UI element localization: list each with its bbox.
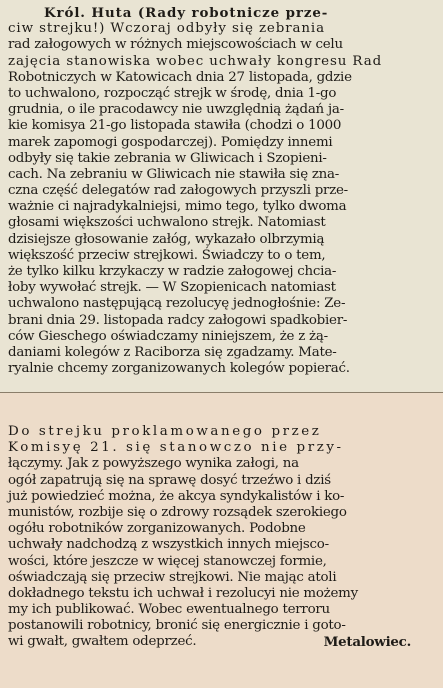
text-line: ważnie ci najradykalniejsi, mimo tego, tylko dwoma [8,199,347,215]
text-line: ogółu robotników zorganizowanych. Podobne [8,521,306,537]
text-line: Do strejku proklamowanego przez [8,424,322,439]
text-line: uchwały nadchodzą z wszystkich innych miejsco- [8,537,329,553]
text-line: ciw strejku!) Wczoraj odbyły się zebrania [8,21,325,37]
text-line: postanowili robotnicy, bronić się energicznie i goto- [8,618,346,634]
text-line: dzisiejsze głosowanie załóg, wykazało olbrzymią [8,231,325,247]
text-line: większość przeciw strejkowi. Świadczy to o tem, [8,247,326,263]
text-line: grudnia, o ile pracodawcy nie uwzględnią żądań ja- [8,102,344,118]
text-line: zajęcia stanowiska wobec uchwały kongresu Rad [8,53,383,69]
text-line: cach. Na zebraniu w Gliwicach nie stawiła się zna- [8,166,340,182]
text-line: ryalnie chcemy zorganizowanych kolegów popierać. [8,361,350,377]
text-line: my ich publikować. Wobec ewentualnego terroru [8,602,330,618]
text-line: rad załogowych w różnych miejscowościach w celu [8,37,343,53]
text-line: Komisyę 21. się stanowczo nie przy- [8,440,344,456]
article-clipping-bottom [0,393,443,688]
text-line: to uchwalono, rozpocząć strejk w środę, dnia 1-go [8,85,337,101]
headline: Król. Huta (Rady robotnicze prze- [44,5,329,21]
text-line: uchwalono następującą rezolucyę jednogłośnie: Ze- [8,296,346,312]
text-line: głosami większości uchwalono strejk. Natomiast [8,215,326,231]
signature: Metalowiec. [323,634,411,651]
text-line: kie komisya 21-go listopada stawiła (chodzi o 1000 [8,118,342,134]
text-line: odbyły się takie zebrania w Gliwicach i Szopieni- [8,150,327,166]
text-line: marek zapomogi gospodarczej). Pomiędzy innemi [8,134,333,150]
last-line-text: wi gwałt, gwałtem odeprzeć. [8,634,197,650]
text-line: już powiedzieć można, że akcya syndykalistów i ko- [8,488,345,504]
text-line: ców Gieschego oświadczamy niniejszem, że z żą- [8,328,328,344]
text-line: wości, które jeszcze w więcej stanowczej formie, [8,553,327,569]
text-line: Robotniczych w Katowicach dnia 27 listopada, gdzie [8,69,352,85]
text-line: daniami kolegów z Raciborza się zgadzamy. Mate- [8,344,337,360]
text-line: łoby wywołać strejk. — W Szopienicach natomiast [8,280,336,296]
text-line [8,634,437,650]
text-line: że tylko kilku krzykaczy w radzie załogowej chcia- [8,264,337,279]
text-line: łączymy. Jak z powyższego wynika załogi, na [8,456,299,472]
text-line: czna część delegatów rad załogowych przyszli prze- [8,183,348,199]
text-line: oświadczają się przeciw strejkowi. Nie mając atoli [8,569,337,585]
text-line: munistów, rozbije się o zdrowy rozsądek szerokiego [8,504,347,520]
text-line: ogół zapatrują się na sprawę dosyć trzeźwo i dziś [8,472,331,488]
text-line: dokładnego tekstu ich uchwał i rezolucyi nie możemy [8,585,358,601]
text-line: brani dnia 29. listopada radcy załogowi spadkobier- [8,312,348,328]
text-line [8,5,437,21]
